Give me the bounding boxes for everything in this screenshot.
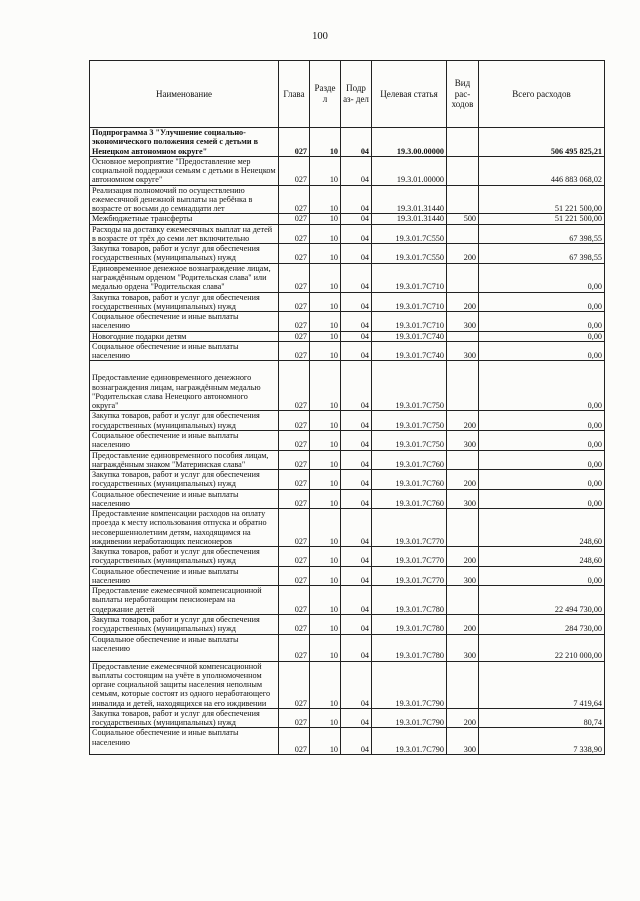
cell-podrazdel: 04 [341, 312, 372, 332]
cell-razdel: 10 [310, 509, 341, 547]
cell-podrazdel: 04 [341, 450, 372, 470]
table-row [90, 547, 605, 567]
cell-vid: 200 [447, 547, 479, 567]
cell-glava: 027 [279, 708, 310, 728]
cell-total: 284 730,00 [479, 615, 605, 635]
cell-razdel: 10 [310, 292, 341, 312]
cell-glava: 027 [279, 331, 310, 341]
cell-target: 19.3.01.31440 [372, 185, 447, 214]
col-header-total: Всего расходов [479, 61, 605, 128]
cell-target: 19.3.01.7С550 [372, 224, 447, 244]
cell-vid [447, 450, 479, 470]
cell-name: Предоставление ежемесячной компенсационной выплаты неработающим пенсионерам на содержание детей [90, 586, 279, 615]
table-row [90, 214, 605, 224]
cell-total: 0,00 [479, 331, 605, 341]
table-row [90, 586, 605, 615]
cell-glava: 027 [279, 341, 310, 361]
cell-razdel: 10 [310, 312, 341, 332]
cell-total: 0,00 [479, 361, 605, 411]
cell-total: 67 398,55 [479, 224, 605, 244]
cell-total: 0,00 [479, 566, 605, 586]
cell-name: Социальное обеспечение и иные выплаты населению [90, 634, 279, 661]
cell-glava: 027 [279, 244, 310, 264]
cell-glava: 027 [279, 470, 310, 490]
cell-razdel: 10 [310, 128, 341, 157]
col-header-razdel: Разде л [310, 61, 341, 128]
cell-vid: 200 [447, 411, 479, 431]
cell-razdel: 10 [310, 661, 341, 708]
table-row [90, 615, 605, 635]
cell-total: 0,00 [479, 430, 605, 450]
table-row [90, 331, 605, 341]
cell-podrazdel: 04 [341, 214, 372, 224]
page-number: 100 [312, 31, 328, 42]
cell-glava: 027 [279, 450, 310, 470]
cell-razdel: 10 [310, 185, 341, 214]
cell-podrazdel: 04 [341, 341, 372, 361]
cell-total: 506 495 825,21 [479, 128, 605, 157]
cell-razdel: 10 [310, 411, 341, 431]
cell-razdel: 10 [310, 450, 341, 470]
cell-razdel: 10 [310, 708, 341, 728]
cell-podrazdel: 04 [341, 661, 372, 708]
table-row [90, 566, 605, 586]
cell-target: 19.3.01.7С780 [372, 586, 447, 615]
cell-podrazdel: 04 [341, 331, 372, 341]
col-header-vid: Вид рас- ходов [447, 61, 479, 128]
cell-target: 19.3.01.7С750 [372, 411, 447, 431]
cell-razdel: 10 [310, 547, 341, 567]
cell-total: 0,00 [479, 263, 605, 292]
cell-glava: 027 [279, 361, 310, 411]
cell-target: 19.3.01.7С760 [372, 450, 447, 470]
cell-target: 19.3.01.7С770 [372, 547, 447, 567]
cell-target: 19.3.01.7С760 [372, 470, 447, 490]
col-header-target: Целевая статья [372, 61, 447, 128]
cell-name: Расходы на доставку ежемесячных выплат на детей в возрасте от трёх до семи лет включительно [90, 224, 279, 244]
cell-glava: 027 [279, 489, 310, 509]
table-row [90, 224, 605, 244]
cell-target: 19.3.01.7С760 [372, 489, 447, 509]
cell-target: 19.3.01.7С710 [372, 263, 447, 292]
cell-podrazdel: 04 [341, 411, 372, 431]
cell-razdel: 10 [310, 156, 341, 185]
cell-target: 19.3.01.7С750 [372, 430, 447, 450]
cell-vid [447, 509, 479, 547]
cell-podrazdel: 04 [341, 586, 372, 615]
cell-total: 0,00 [479, 292, 605, 312]
cell-total: 22 494 730,00 [479, 586, 605, 615]
cell-razdel: 10 [310, 489, 341, 509]
cell-name: Социальное обеспечение и иные выплаты населению [90, 341, 279, 361]
cell-podrazdel: 04 [341, 566, 372, 586]
cell-total: 51 221 500,00 [479, 214, 605, 224]
table-row [90, 292, 605, 312]
cell-name: Социальное обеспечение и иные выплаты населению [90, 728, 279, 755]
cell-target: 19.3.01.7С550 [372, 244, 447, 264]
cell-name: Новогодние подарки детям [90, 331, 279, 341]
cell-total: 0,00 [479, 489, 605, 509]
cell-vid [447, 361, 479, 411]
col-header-glava: Глава [279, 61, 310, 128]
cell-vid [447, 661, 479, 708]
cell-total: 248,60 [479, 509, 605, 547]
table-row [90, 634, 605, 661]
cell-target: 19.3.01.7С750 [372, 361, 447, 411]
cell-name: Социальное обеспечение и иные выплаты населению [90, 566, 279, 586]
cell-podrazdel: 04 [341, 470, 372, 490]
cell-razdel: 10 [310, 615, 341, 635]
cell-name: Закупка товаров, работ и услуг для обеспечения государственных (муниципальных) нужд [90, 244, 279, 264]
cell-target: 19.3.01.31440 [372, 214, 447, 224]
cell-podrazdel: 04 [341, 547, 372, 567]
cell-podrazdel: 04 [341, 244, 372, 264]
cell-glava: 027 [279, 586, 310, 615]
table-row [90, 489, 605, 509]
cell-total: 7 338,90 [479, 728, 605, 755]
cell-vid: 300 [447, 489, 479, 509]
cell-vid: 300 [447, 728, 479, 755]
cell-total: 7 419,64 [479, 661, 605, 708]
cell-vid: 300 [447, 634, 479, 661]
cell-podrazdel: 04 [341, 634, 372, 661]
table-row [90, 728, 605, 755]
cell-podrazdel: 04 [341, 489, 372, 509]
cell-podrazdel: 04 [341, 708, 372, 728]
cell-target: 19.3.00.00000 [372, 128, 447, 157]
table-row [90, 263, 605, 292]
cell-total: 80,74 [479, 708, 605, 728]
table-row [90, 470, 605, 490]
cell-podrazdel: 04 [341, 156, 372, 185]
cell-glava: 027 [279, 634, 310, 661]
cell-glava: 027 [279, 411, 310, 431]
cell-glava: 027 [279, 156, 310, 185]
cell-name: Подпрограмма 3 "Улучшение социально-экономического положения семей с детьми в Ненецком автономном округе" [90, 128, 279, 157]
table-body [90, 128, 605, 755]
budget-table [89, 60, 605, 755]
cell-total: 0,00 [479, 341, 605, 361]
cell-razdel: 10 [310, 224, 341, 244]
cell-podrazdel: 04 [341, 128, 372, 157]
cell-name: Закупка товаров, работ и услуг для обеспечения государственных (муниципальных) нужд [90, 615, 279, 635]
cell-target: 19.3.01.7С790 [372, 728, 447, 755]
cell-target: 19.3.01.00000 [372, 156, 447, 185]
cell-name: Единовременное денежное вознаграждение лицам, награждённым орденом "Родительская слава" или медалью ордена "Родительская слава" [90, 263, 279, 292]
cell-podrazdel: 04 [341, 728, 372, 755]
cell-vid [447, 331, 479, 341]
cell-name: Социальное обеспечение и иные выплаты населению [90, 430, 279, 450]
cell-total: 0,00 [479, 470, 605, 490]
cell-razdel: 10 [310, 586, 341, 615]
table-row [90, 128, 605, 157]
cell-vid: 200 [447, 615, 479, 635]
cell-vid: 500 [447, 214, 479, 224]
cell-vid: 200 [447, 470, 479, 490]
table-row [90, 661, 605, 708]
cell-target: 19.3.01.7С710 [372, 312, 447, 332]
table-row [90, 509, 605, 547]
table-row [90, 411, 605, 431]
cell-name: Межбюджетные трансферты [90, 214, 279, 224]
cell-glava: 027 [279, 224, 310, 244]
cell-razdel: 10 [310, 361, 341, 411]
cell-vid: 300 [447, 312, 479, 332]
table-row [90, 185, 605, 214]
cell-target: 19.3.01.7С790 [372, 661, 447, 708]
cell-podrazdel: 04 [341, 430, 372, 450]
cell-vid: 300 [447, 430, 479, 450]
cell-glava: 027 [279, 566, 310, 586]
cell-glava: 027 [279, 185, 310, 214]
cell-glava: 027 [279, 214, 310, 224]
cell-glava: 027 [279, 547, 310, 567]
cell-razdel: 10 [310, 566, 341, 586]
cell-vid: 300 [447, 341, 479, 361]
cell-razdel: 10 [310, 331, 341, 341]
cell-name: Социальное обеспечение и иные выплаты населению [90, 489, 279, 509]
cell-total: 0,00 [479, 450, 605, 470]
cell-name: Предоставление ежемесячной компенсационной выплаты состоящим на учёте в уполномоченном органе социальной защиты населения неполным семьям, которые состоят из одного неработающего инвалида и детей, находящихся на его иждивении [90, 661, 279, 708]
cell-glava: 027 [279, 430, 310, 450]
table-row [90, 341, 605, 361]
cell-podrazdel: 04 [341, 185, 372, 214]
table-row [90, 450, 605, 470]
cell-total: 248,60 [479, 547, 605, 567]
cell-vid [447, 263, 479, 292]
table-row [90, 361, 605, 411]
cell-name: Социальное обеспечение и иные выплаты населению [90, 312, 279, 332]
header-row [90, 61, 605, 128]
cell-podrazdel: 04 [341, 224, 372, 244]
cell-name: Основное мероприятие "Предоставление мер социальной поддержки семьям с детьми в Ненецком автономном округе" [90, 156, 279, 185]
cell-name: Закупка товаров, работ и услуг для обеспечения государственных (муниципальных) нужд [90, 470, 279, 490]
cell-razdel: 10 [310, 263, 341, 292]
cell-vid: 300 [447, 566, 479, 586]
cell-total: 0,00 [479, 411, 605, 431]
cell-name: Реализация полномочий по осуществлению ежемесячной денежной выплаты на ребёнка в возрасте от восьми до семнадцати лет [90, 185, 279, 214]
cell-glava: 027 [279, 509, 310, 547]
cell-target: 19.3.01.7С710 [372, 292, 447, 312]
cell-podrazdel: 04 [341, 263, 372, 292]
cell-vid [447, 156, 479, 185]
table-row [90, 156, 605, 185]
cell-razdel: 10 [310, 634, 341, 661]
cell-target: 19.3.01.7С740 [372, 341, 447, 361]
cell-vid: 200 [447, 708, 479, 728]
cell-vid [447, 185, 479, 214]
col-header-podrazdel: Подр аз- дел [341, 61, 372, 128]
cell-razdel: 10 [310, 728, 341, 755]
cell-razdel: 10 [310, 430, 341, 450]
table-row [90, 312, 605, 332]
col-header-name: Наименование [90, 61, 279, 128]
cell-name: Закупка товаров, работ и услуг для обеспечения государственных (муниципальных) нужд [90, 547, 279, 567]
cell-glava: 027 [279, 728, 310, 755]
table-row [90, 708, 605, 728]
cell-glava: 027 [279, 615, 310, 635]
cell-target: 19.3.01.7С780 [372, 634, 447, 661]
cell-glava: 027 [279, 128, 310, 157]
table-row [90, 244, 605, 264]
cell-total: 0,00 [479, 312, 605, 332]
cell-razdel: 10 [310, 470, 341, 490]
cell-name: Закупка товаров, работ и услуг для обеспечения государственных (муниципальных) нужд [90, 411, 279, 431]
cell-razdel: 10 [310, 244, 341, 264]
cell-glava: 027 [279, 312, 310, 332]
cell-target: 19.3.01.7С770 [372, 509, 447, 547]
cell-total: 22 210 000,00 [479, 634, 605, 661]
cell-total: 446 883 068,02 [479, 156, 605, 185]
cell-glava: 027 [279, 661, 310, 708]
cell-podrazdel: 04 [341, 292, 372, 312]
cell-target: 19.3.01.7С770 [372, 566, 447, 586]
cell-name: Предоставление единовременного денежного вознаграждения лицам, награждённым медалью "Родительская слава Ненецкого автономного округа" [90, 361, 279, 411]
table-header [90, 61, 605, 128]
cell-name: Предоставление единовременного пособия лицам, награждённым знаком "Материнская слава" [90, 450, 279, 470]
cell-podrazdel: 04 [341, 509, 372, 547]
cell-target: 19.3.01.7С780 [372, 615, 447, 635]
cell-name: Предоставление компенсации расходов на оплату проезда к месту использования отпуска и обратно несовершеннолетним детям, находящимся на иждивении неработающих пенсионеров [90, 509, 279, 547]
cell-total: 67 398,55 [479, 244, 605, 264]
cell-glava: 027 [279, 292, 310, 312]
cell-name: Закупка товаров, работ и услуг для обеспечения государственных (муниципальных) нужд [90, 292, 279, 312]
cell-target: 19.3.01.7С740 [372, 331, 447, 341]
cell-glava: 027 [279, 263, 310, 292]
cell-podrazdel: 04 [341, 361, 372, 411]
cell-vid [447, 128, 479, 157]
cell-vid [447, 224, 479, 244]
cell-name: Закупка товаров, работ и услуг для обеспечения государственных (муниципальных) нужд [90, 708, 279, 728]
table-row [90, 430, 605, 450]
cell-podrazdel: 04 [341, 615, 372, 635]
cell-vid: 200 [447, 292, 479, 312]
cell-vid: 200 [447, 244, 479, 264]
cell-razdel: 10 [310, 341, 341, 361]
cell-vid [447, 586, 479, 615]
cell-razdel: 10 [310, 214, 341, 224]
cell-total: 51 221 500,00 [479, 185, 605, 214]
cell-target: 19.3.01.7С790 [372, 708, 447, 728]
